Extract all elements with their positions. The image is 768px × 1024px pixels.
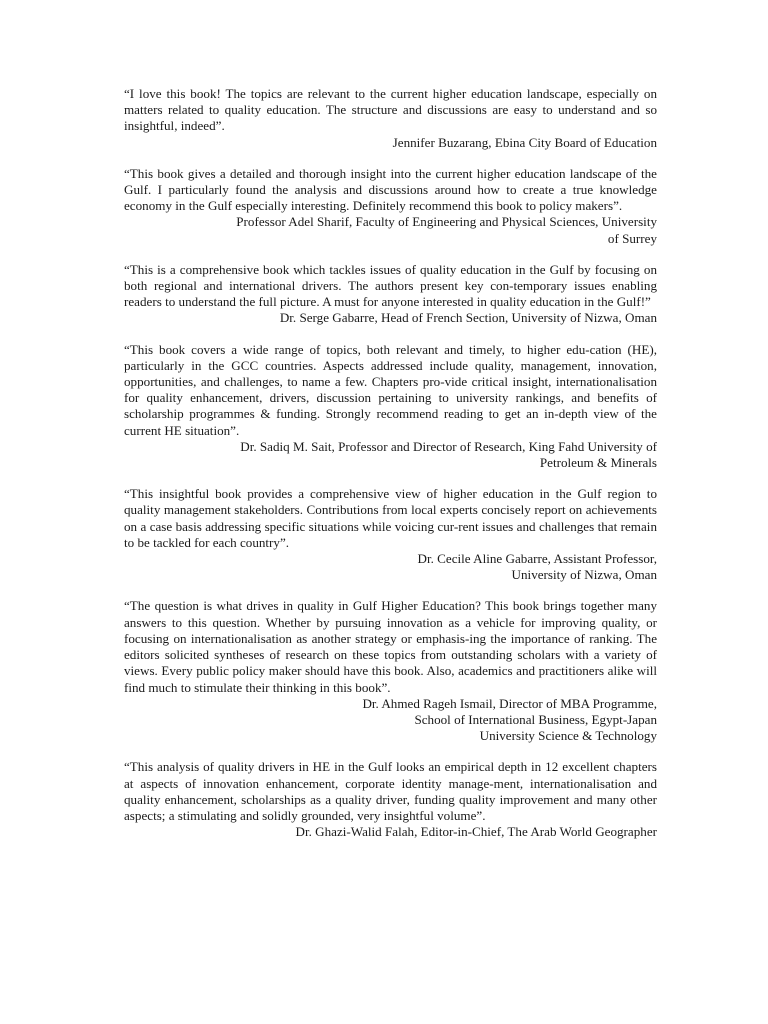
endorsement-quote: “This book gives a detailed and thorough insight into the current higher education landscape of the Gulf. I particularly found the analysis and discussions around how to create a true knowledge economy in the Gulf especially interesting. Definitely recommend this book to policy makers”. <box>124 165 657 214</box>
endorsement-quote: “This insightful book provides a comprehensive view of higher education in the Gulf region to quality management stakeholders. Contributions from local experts concisely report on achievements on a case basis addressing specific situations while voicing cur-rent issues and challenges that remain to be tackled for each country”. <box>124 486 657 550</box>
endorsement <box>124 486 657 583</box>
endorsement-quote: “This analysis of quality drivers in HE in the Gulf looks an empirical depth in 12 excellent chapters at aspects of innovation enhancement, corporate identity manage-ment, internationalisation and quality enhancement, scholarships as a quality driver, funding quality improvement and many other aspects; a stimulating and solidly grounded, very insightful volume”. <box>124 759 657 823</box>
endorsement-attribution <box>124 135 657 151</box>
endorsement <box>124 166 657 247</box>
endorsement-attribution <box>124 824 657 840</box>
endorsement-attribution <box>124 696 657 745</box>
endorsement-attribution <box>124 551 657 583</box>
endorsement <box>124 86 657 151</box>
endorsement <box>124 598 657 744</box>
attribution-line: Dr. Serge Gabarre, Head of French Section, University of Nizwa, Oman <box>279 310 657 326</box>
attribution-line: Dr. Ghazi-Walid Falah, Editor-in-Chief, The Arab World Geographer <box>295 824 657 840</box>
endorsement-attribution <box>124 310 657 326</box>
attribution-line: Dr. Sadiq M. Sait, Professor and Director of Research, King Fahd University of <box>240 438 657 454</box>
attribution-line: of Surrey <box>607 230 657 246</box>
endorsement <box>124 342 657 472</box>
endorsement <box>124 759 657 840</box>
endorsements-page <box>124 86 657 855</box>
attribution-line: Dr. Cecile Aline Gabarre, Assistant Professor, <box>417 551 657 567</box>
attribution-line: Dr. Ahmed Rageh Ismail, Director of MBA Programme, <box>362 695 657 711</box>
attribution-line: Jennifer Buzarang, Ebina City Board of Education <box>392 134 657 150</box>
attribution-line: Professor Adel Sharif, Faculty of Engineering and Physical Sciences, University <box>236 214 657 230</box>
attribution-line: Petroleum & Minerals <box>539 455 657 471</box>
attribution-line: School of International Business, Egypt-Japan <box>414 711 657 727</box>
endorsement-quote: “I love this book! The topics are relevant to the current higher education landscape, especially on matters related to quality education. The structure and discussions are easy to understand and so insightful, indeed”. <box>124 86 657 134</box>
endorsement-quote: “This book covers a wide range of topics, both relevant and timely, to higher edu-cation (HE), particularly in the GCC countries. Aspects addressed include quality, management, innovation, opportunities, and challenges, to name a few. Chapters pro-vide critical insight, internationalisation for quality enhancement, drivers, discussion pertaining to university rankings, and benefits of scholarship programmes & funding. Strongly recommend reading to get an in-depth view of the current HE situation”. <box>124 341 657 438</box>
attribution-line: University of Nizwa, Oman <box>511 567 657 583</box>
attribution-line: University Science & Technology <box>479 728 657 744</box>
endorsement-quote: “The question is what drives in quality in Gulf Higher Education? This book brings together many answers to this question. Whether by pursuing innovation as a vehicle for improving quality, or focusing on internationalisation as another strategy or emphasis-ing the importance of ranking. The editors solicited syntheses of research on these topics from outstanding scholars with a variety of views. Every public policy maker should have this book. Also, academics and practitioners alike will find much to stimulate their thinking in this book”. <box>124 598 657 695</box>
endorsement <box>124 262 657 327</box>
endorsement-attribution <box>124 439 657 471</box>
endorsement-quote: “This is a comprehensive book which tackles issues of quality education in the Gulf by focusing on both regional and international drivers. The authors present key con-temporary issues enabling readers to understand the full picture. A must for anyone interested in quality education in the Gulf!” <box>124 261 657 310</box>
endorsement-attribution <box>124 214 657 246</box>
